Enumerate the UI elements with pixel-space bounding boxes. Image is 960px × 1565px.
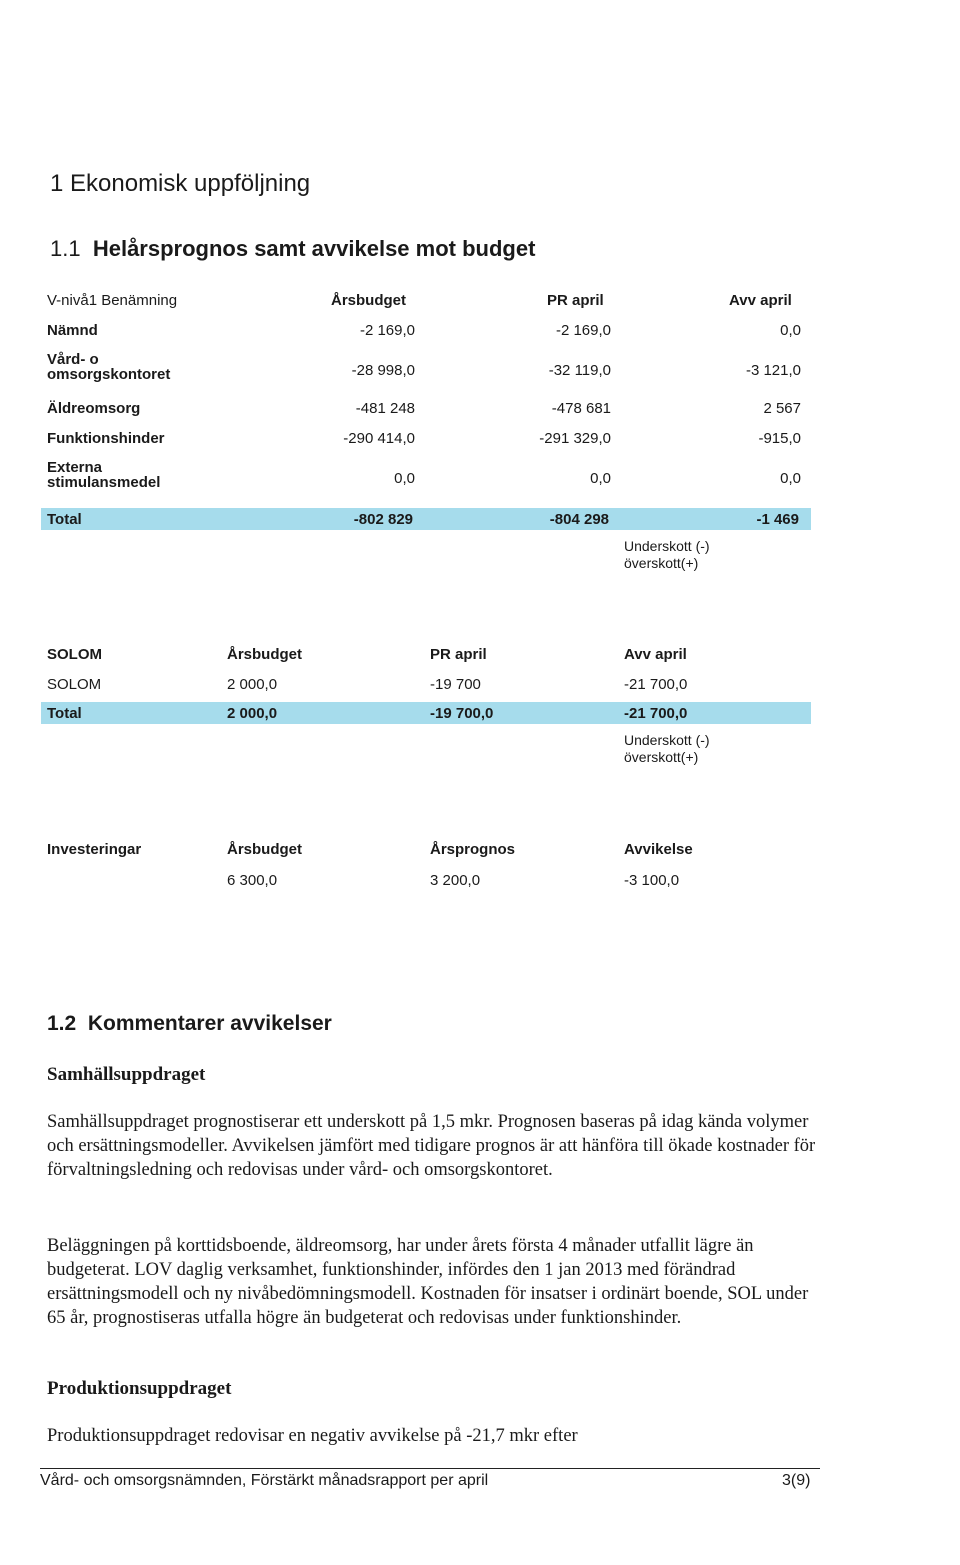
col-header: Årsbudget <box>227 841 302 858</box>
cell-value: -3 121,0 <box>745 362 801 379</box>
row-label: Externa stimulansmedel <box>47 459 161 491</box>
cell-value: 2 567 <box>763 400 801 417</box>
subsection-title <box>50 236 535 262</box>
deficit-note: Underskott (-) överskott(+) <box>624 538 710 571</box>
subsection-number: 1.1 <box>50 236 81 261</box>
col-header: PR april <box>547 292 604 309</box>
total-row <box>41 508 811 530</box>
row-label: Nämnd <box>47 322 98 339</box>
col-header: Årsbudget <box>227 646 302 663</box>
cell-value: -32 119,0 <box>548 362 611 379</box>
col-header: Årsbudget <box>331 292 406 309</box>
col-header: Avvikelse <box>624 841 693 858</box>
cell-value: 3 200,0 <box>430 872 481 889</box>
col-header: PR april <box>430 646 487 663</box>
cell-value: -804 298 <box>549 511 609 528</box>
cell-value: 0,0 <box>780 322 801 339</box>
cell-value: 2 000,0 <box>227 705 278 722</box>
col-header: Investeringar <box>47 841 142 858</box>
subsection-number: 1.2 <box>47 1012 77 1035</box>
cell-value: 0,0 <box>394 470 415 487</box>
cell-value: -481 248 <box>355 400 415 417</box>
row-label: Vård- o omsorgskontoret <box>47 351 171 383</box>
produktion-paragraph-1: Produktionsuppdraget redovisar en negativ avvikelse på -21,7 mkr efter <box>47 1426 578 1446</box>
subsection-title <box>47 1012 332 1036</box>
deficit-note: Underskott (-) överskott(+) <box>624 732 710 765</box>
subsection-text: Helårsprognos samt avvikelse mot budget <box>92 236 536 261</box>
cell-value: 0,0 <box>590 470 611 487</box>
cell-value: -1 469 <box>756 511 799 528</box>
footer-title: Vård- och omsorgsnämnden, Förstärkt månadsrapport per april <box>40 1472 489 1489</box>
cell-value: -19 700 <box>430 676 481 693</box>
col-header: SOLOM <box>47 646 102 663</box>
total-row <box>41 702 811 724</box>
cell-value: -3 100,0 <box>624 872 680 889</box>
cell-value: -290 414,0 <box>343 430 415 447</box>
row-label: Äldreomsorg <box>47 400 141 417</box>
cell-value: -28 998,0 <box>351 362 415 379</box>
cell-value: -802 829 <box>353 511 413 528</box>
row-label: Funktionshinder <box>47 430 165 447</box>
page-number: 3(9) <box>782 1472 811 1489</box>
cell-value: -2 169,0 <box>359 322 415 339</box>
cell-value: -478 681 <box>551 400 611 417</box>
produktion-heading: Produktionsuppdraget <box>47 1378 232 1399</box>
cell-value: -21 700,0 <box>624 705 688 722</box>
samhall-paragraph-1: Samhällsuppdraget prognostiserar ett underskott på 1,5 mkr. Prognosen baseras på idag kända volymer och ersättningsmodeller. Avvikelsen jämfört med tidigare prognos är att hänföra till ökade kostnader för förvaltningsledning och redovisas under vård- och omsorgskontoret. <box>47 1112 816 1180</box>
footer-divider <box>40 1468 820 1469</box>
row-label: Total <box>47 511 82 528</box>
row-label: SOLOM <box>47 676 102 693</box>
cell-value: -21 700,0 <box>624 676 688 693</box>
cell-value: 2 000,0 <box>227 676 278 693</box>
col-header: Avv april <box>624 646 687 663</box>
col-header: V-nivå1 Benämning <box>47 292 178 309</box>
cell-value: -915,0 <box>758 430 801 447</box>
cell-value: 0,0 <box>780 470 801 487</box>
subsection-text: Kommentarer avvikelser <box>87 1012 332 1035</box>
row-label: Total <box>47 705 82 722</box>
cell-value: -19 700,0 <box>430 705 494 722</box>
col-header: Årsprognos <box>430 841 516 858</box>
cell-value: -291 329,0 <box>539 430 611 447</box>
samhall-paragraph-2: Beläggningen på korttidsboende, äldreomsorg, har under årets första 4 månader utfallit lägre än budgeterat. LOV daglig verksamhet, funktionshinder, infördes den 1 jan 2013 med förändrad ersättningsmodell och ny nivåbedömningsmodell. Kostnaden för insatser i ordinärt boende, SOL under 65 år, prognostiseras utfalla högre än budgeterat och redovisas under funktionshinder. <box>47 1236 809 1328</box>
samhall-heading: Samhällsuppdraget <box>47 1064 206 1085</box>
cell-value: 6 300,0 <box>227 872 278 889</box>
section-title: 1 Ekonomisk uppföljning <box>50 170 311 197</box>
cell-value: -2 169,0 <box>555 322 611 339</box>
col-header: Avv april <box>729 292 792 309</box>
